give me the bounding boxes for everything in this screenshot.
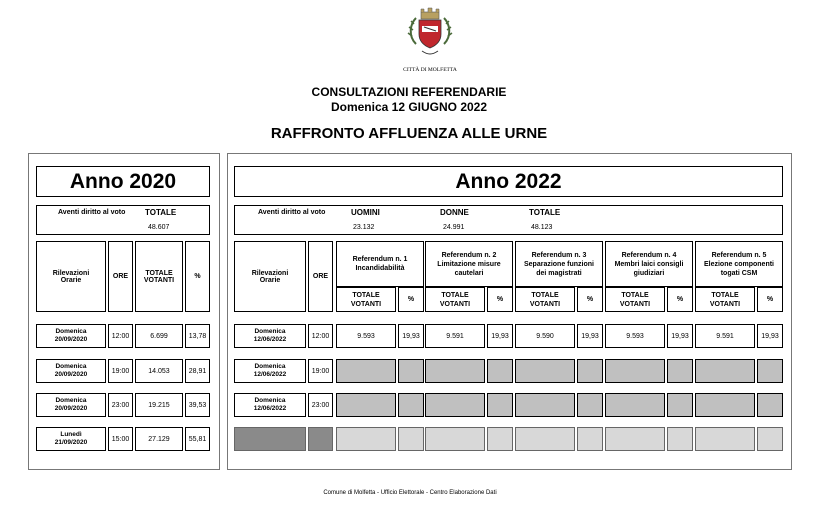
empty-cell bbox=[667, 427, 693, 451]
row-date: Domenica 20/09/2020 bbox=[36, 393, 106, 417]
referendum-header-5: Referendum n. 5 Elezione componenti togati CSM bbox=[695, 241, 783, 287]
referendum-header-3: Referendum n. 3 Separazione funzioni dei magistrati bbox=[515, 241, 603, 287]
row-votanti bbox=[605, 359, 665, 383]
totale-label-2020: TOTALE bbox=[145, 208, 177, 217]
row-votanti bbox=[425, 359, 485, 383]
city-crest-logo bbox=[402, 6, 458, 72]
row-ore: 12:00 bbox=[308, 324, 333, 348]
row-date: Domenica 20/09/2020 bbox=[36, 324, 106, 348]
row-pct: 39,53 bbox=[185, 393, 210, 417]
row-ore: 12:00 bbox=[108, 324, 133, 348]
row-date: Domenica 12/06/2022 bbox=[234, 359, 306, 383]
empty-cell bbox=[487, 427, 513, 451]
row-pct: 19,93 bbox=[667, 324, 693, 348]
row-pct: 55,81 bbox=[185, 427, 210, 451]
row-pct bbox=[757, 393, 783, 417]
row-date: Domenica 20/09/2020 bbox=[36, 359, 106, 383]
title-2020: Anno 2020 bbox=[36, 166, 210, 197]
row-pct: 19,93 bbox=[398, 324, 424, 348]
footer: Comune di Molfetta - Ufficio Elettorale - Centro Elaborazione Dati bbox=[323, 490, 497, 496]
totale-label-2022: TOTALE bbox=[529, 208, 561, 217]
empty-cell bbox=[577, 427, 603, 451]
title-2022: Anno 2022 bbox=[234, 166, 783, 197]
col-rilevazioni-2022: Rilevazioni Orarie bbox=[234, 241, 306, 312]
uomini-value: 23.132 bbox=[353, 224, 375, 231]
sub-totale-votanti: TOTALE VOTANTI bbox=[605, 287, 665, 312]
totale-value-2022: 48.123 bbox=[531, 224, 553, 231]
aventi-label-2022: Aventi diritto al voto bbox=[258, 209, 326, 216]
col-totale-votanti-2020: TOTALE VOTANTI bbox=[135, 241, 183, 312]
row-votanti: 9.591 bbox=[695, 324, 755, 348]
row-pct bbox=[398, 393, 424, 417]
row-votanti bbox=[695, 359, 755, 383]
referendum-header-1: Referendum n. 1 Incandidabilità bbox=[336, 241, 424, 287]
empty-cell bbox=[398, 427, 424, 451]
empty-cell bbox=[515, 427, 575, 451]
donne-value: 24.991 bbox=[443, 224, 465, 231]
row-votanti: 6.699 bbox=[135, 324, 183, 348]
page-title: RAFFRONTO AFFLUENZA ALLE URNE bbox=[270, 125, 548, 142]
row-votanti bbox=[336, 393, 396, 417]
sub-totale-votanti: TOTALE VOTANTI bbox=[425, 287, 485, 312]
row-votanti bbox=[515, 393, 575, 417]
empty-cell bbox=[425, 427, 485, 451]
row-votanti bbox=[336, 359, 396, 383]
row-pct bbox=[667, 359, 693, 383]
empty-cell bbox=[757, 427, 783, 451]
sub-pct: % bbox=[577, 287, 603, 312]
header-line1: CONSULTAZIONI REFERENDARIE bbox=[311, 85, 507, 99]
row-ore: 19:00 bbox=[108, 359, 133, 383]
empty-cell bbox=[234, 427, 306, 451]
uomini-label: UOMINI bbox=[351, 208, 380, 217]
sub-pct: % bbox=[487, 287, 513, 312]
header-line2: Domenica 12 GIUGNO 2022 bbox=[330, 100, 488, 114]
row-votanti: 9.591 bbox=[425, 324, 485, 348]
sub-totale-votanti: TOTALE VOTANTI bbox=[695, 287, 755, 312]
row-votanti bbox=[605, 393, 665, 417]
col-ore-2020: ORE bbox=[108, 241, 133, 312]
row-date: Domenica 12/06/2022 bbox=[234, 324, 306, 348]
row-pct bbox=[577, 359, 603, 383]
row-votanti bbox=[515, 359, 575, 383]
sub-pct: % bbox=[667, 287, 693, 312]
row-pct bbox=[398, 359, 424, 383]
row-pct: 19,93 bbox=[487, 324, 513, 348]
totale-value-2020: 48.607 bbox=[148, 224, 170, 231]
row-pct: 19,93 bbox=[757, 324, 783, 348]
col-ore-2022: ORE bbox=[308, 241, 333, 312]
empty-cell bbox=[605, 427, 665, 451]
donne-label: DONNE bbox=[440, 208, 469, 217]
row-pct: 13,78 bbox=[185, 324, 210, 348]
row-votanti: 9.593 bbox=[605, 324, 665, 348]
sub-pct: % bbox=[757, 287, 783, 312]
empty-cell bbox=[336, 427, 396, 451]
row-votanti: 9.590 bbox=[515, 324, 575, 348]
col-rilevazioni-2020: Rilevazioni Orarie bbox=[36, 241, 106, 312]
row-pct bbox=[757, 359, 783, 383]
empty-cell bbox=[308, 427, 333, 451]
row-votanti: 14.053 bbox=[135, 359, 183, 383]
referendum-header-4: Referendum n. 4 Membri laici consigli giudiziari bbox=[605, 241, 693, 287]
row-ore: 19:00 bbox=[308, 359, 333, 383]
row-ore: 23:00 bbox=[108, 393, 133, 417]
sub-pct: % bbox=[398, 287, 424, 312]
row-ore: 15:00 bbox=[108, 427, 133, 451]
row-pct bbox=[487, 393, 513, 417]
row-pct bbox=[487, 359, 513, 383]
row-votanti bbox=[425, 393, 485, 417]
row-pct bbox=[577, 393, 603, 417]
row-votanti: 9.593 bbox=[336, 324, 396, 348]
row-ore: 23:00 bbox=[308, 393, 333, 417]
empty-cell bbox=[695, 427, 755, 451]
referendum-header-2: Referendum n. 2 Limitazione misure cautelari bbox=[425, 241, 513, 287]
city-name: CITTÀ DI MOLFETTA bbox=[403, 67, 457, 73]
row-votanti: 19.215 bbox=[135, 393, 183, 417]
row-votanti: 27.129 bbox=[135, 427, 183, 451]
col-pct-2020: % bbox=[185, 241, 210, 312]
row-votanti bbox=[695, 393, 755, 417]
row-date: Lunedì 21/09/2020 bbox=[36, 427, 106, 451]
row-pct: 28,91 bbox=[185, 359, 210, 383]
sub-totale-votanti: TOTALE VOTANTI bbox=[336, 287, 396, 312]
sub-totale-votanti: TOTALE VOTANTI bbox=[515, 287, 575, 312]
aventi-label-2020: Aventi diritto al voto bbox=[58, 209, 126, 216]
row-pct: 19,93 bbox=[577, 324, 603, 348]
row-pct bbox=[667, 393, 693, 417]
row-date: Domenica 12/06/2022 bbox=[234, 393, 306, 417]
